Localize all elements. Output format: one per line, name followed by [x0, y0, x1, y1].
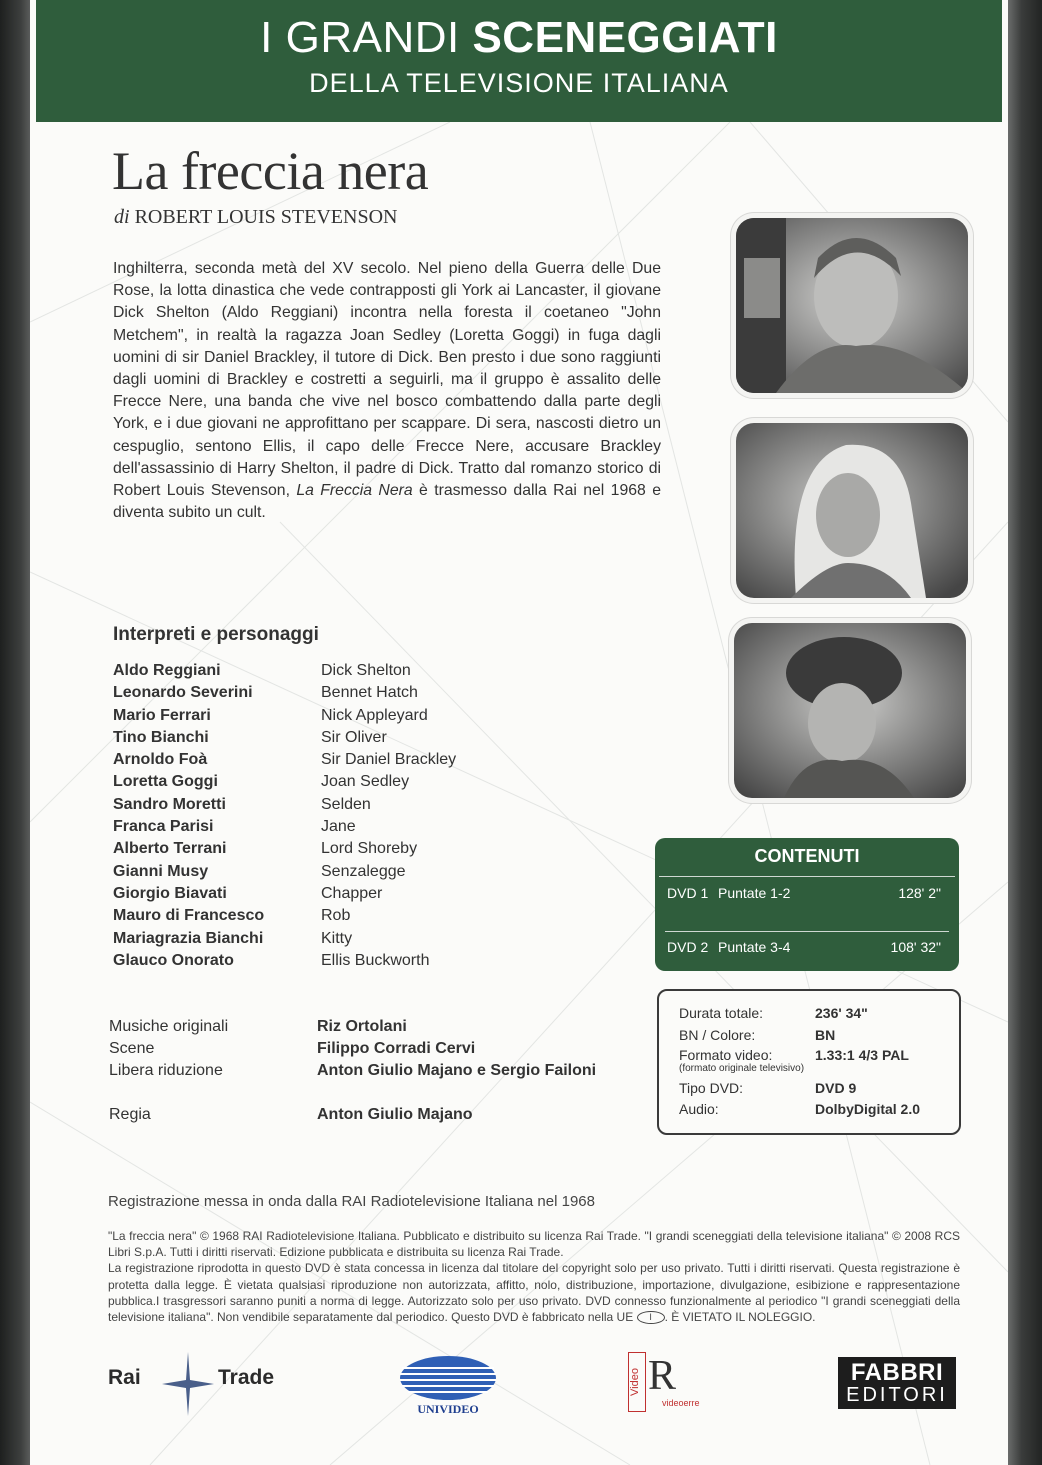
- credit-value: Riz Ortolani: [317, 1018, 407, 1035]
- dvd-disc: DVD 2: [667, 939, 709, 955]
- cast-role: Sir Daniel Brackley: [321, 751, 457, 769]
- cast-role: Dick Shelton: [321, 662, 411, 679]
- cast-heading: Interpreti e personaggi: [113, 624, 319, 645]
- legal-text: [108, 1228, 960, 1325]
- cast-actor: Leonardo Severini: [113, 684, 253, 702]
- dvd-duration: 128' 2": [898, 885, 941, 901]
- series-title-bold: SCENEGGIATI: [472, 13, 778, 62]
- byline-author: ROBERT LOUIS STEVENSON: [134, 206, 398, 228]
- cast-role: Lord Shoreby: [321, 840, 418, 858]
- cast-actor: Aldo Reggiani: [113, 662, 221, 679]
- dvd-disc: DVD 1: [667, 885, 709, 901]
- dvd-episodes: Puntate 3-4: [718, 939, 791, 955]
- credit-label: Libera riduzione: [109, 1062, 223, 1079]
- cast-role: Kitty: [321, 929, 353, 947]
- spec-value: 236' 34": [815, 1005, 868, 1021]
- dvd-duration: 108' 32": [890, 939, 941, 955]
- cast-role: Sir Oliver: [321, 728, 387, 746]
- videoerre-logo: [628, 1352, 708, 1414]
- cast-actor: Gianni Musy: [113, 862, 209, 880]
- cast-actor: Tino Bianchi: [113, 728, 209, 746]
- cast-actor: Arnoldo Foà: [113, 751, 208, 769]
- cast-role: Ellis Buckworth: [321, 951, 430, 969]
- rai-trade-logo: [108, 1350, 288, 1420]
- cast-actor: Alberto Terrani: [113, 840, 227, 858]
- videoerre-wordmark: videoerre: [662, 1398, 700, 1408]
- technical-specs-box: [657, 989, 961, 1135]
- trade-wordmark: Trade: [218, 1366, 275, 1389]
- copyright-paragraph: "La freccia nera" © 1968 RAI Radiotelevisione Italiana. Pubblicato e distribuito su licenza Rai Trade. "I grandi sceneggiati della televisione italiana" © 2008 RCS Libri S.p.A. Tutti i diritti riservati. Edizione pubblicata e distribuita su licenza Rai Trade.: [108, 1229, 960, 1260]
- cast-role: Nick Appleyard: [321, 706, 428, 724]
- case-right-edge: [1008, 0, 1042, 1465]
- scene-still-1: [736, 218, 968, 393]
- spec-label: [679, 1047, 805, 1074]
- rai-wordmark: Rai: [108, 1366, 141, 1389]
- synopsis-text-2: è trasmesso dalla Rai nel 1968 e diventa subito un cult.: [113, 482, 661, 522]
- series-title: [36, 12, 1002, 64]
- cast-actor: Mario Ferrari: [113, 706, 211, 724]
- editori-wordmark: EDITORI: [846, 1384, 948, 1406]
- spec-note: (formato originale televisivo): [679, 1063, 805, 1074]
- dvd-episodes: Puntate 1-2: [718, 885, 791, 901]
- license-text-1: La registrazione riprodotta in questo DVD è stata concessa in licenza dal titolare del copyright solo per uso privato. Tutti i diritti riservati. Questa registrazione è protetta dalla legge. È vietata qualsiasi riproduzione non autorizzata, affitto, nolo, distribuzione, importazione, divulgazione, esibizione e rappresentazione pubblica.I trasgressori saranno puniti a norma di legge. Autorizzato solo per uso privato. DVD connesso funzionalmente al periodico "I grandi sceneggiati della televisione italiana". Non vendibile separatamente dal periodico. Questo DVD è fabbricato nella UE: [108, 1261, 960, 1325]
- scene-still-2: [736, 423, 968, 598]
- cast-role: Jane: [321, 818, 356, 836]
- cast-actor: Giorgio Biavati: [113, 884, 227, 902]
- cast-actor: Mariagrazia Bianchi: [113, 929, 264, 947]
- cast-actor: Glauco Onorato: [113, 951, 234, 969]
- cast-actor: Loretta Goggi: [113, 773, 218, 791]
- ue-mark-icon: I: [637, 1311, 665, 1324]
- spec-value: BN: [815, 1027, 836, 1043]
- rai-star-icon: [160, 1350, 216, 1418]
- contents-box: [655, 838, 959, 971]
- cast-actor: Sandro Moretti: [113, 795, 226, 813]
- videoerre-mark: R: [648, 1353, 677, 1399]
- credit-value: Anton Giulio Majano e Sergio Failoni: [317, 1062, 597, 1079]
- license-text-2: . È VIETATO IL NOLEGGIO.: [664, 1310, 816, 1325]
- fabbri-wordmark: FABBRI: [850, 1359, 944, 1386]
- registration-note: Registrazione messa in onda dalla RAI Radiotelevisione Italiana nel 1968: [108, 1193, 595, 1210]
- credit-label: Scene: [109, 1040, 155, 1057]
- series-title-thin: I GRANDI: [260, 13, 460, 62]
- cast-role: Joan Sedley: [321, 773, 410, 791]
- synopsis-text-1: Inghilterra, seconda metà del XV secolo. Nel pieno della Guerra delle Due Rose, la lotta dinastica che vede contrapposti gli York ai Lancaster, il giovane Dick Shelton (Aldo Reggiani) incontra nella foresta il coetaneo "John Metchem", in realtà la ragazza Joan Sedley (Loretta Goggi) in fuga dagli uomini di sir Daniel Brackley, il tutore di Dick. Ben presto i due sono raggiunti dagli uomini di Brackley e costretti a seguirli, ma il gruppo è assalito delle Frecce Nere, una banda che vive nel bosco combattendo dalla parte degli York, e i due giovani ne approfittano per scappare. Di sera, nascosti dietro un cespuglio, sentono Ellis, il capo delle Frecce Nere, accusare Brackley dell'assassinio di Harry Shelton, il padre di Dick. Tratto dal romanzo storico di Robert Louis Stevenson,: [113, 260, 661, 500]
- case-left-edge: [0, 0, 30, 1465]
- univideo-wordmark: UNIVIDEO: [417, 1402, 479, 1416]
- synopsis-italic-title: La Freccia Nera: [296, 482, 413, 500]
- scene-still-3: [734, 623, 966, 798]
- license-paragraph: [108, 1260, 960, 1325]
- univideo-globe-icon: [398, 1354, 498, 1400]
- credit-label: Regia: [109, 1106, 151, 1123]
- credit-value: Filippo Corradi Cervi: [317, 1040, 476, 1057]
- spec-value: DVD 9: [815, 1080, 857, 1096]
- spec-label: BN / Colore:: [679, 1027, 756, 1043]
- series-header: [36, 0, 1002, 122]
- cast-actor: Franca Parisi: [113, 818, 214, 836]
- cast-role: Rob: [321, 907, 351, 925]
- credit-label: Musiche originali: [109, 1018, 229, 1035]
- videoerre-vertical-text: Video: [628, 1352, 646, 1412]
- contents-title: CONTENUTI: [754, 846, 860, 866]
- synopsis: [113, 258, 661, 524]
- spec-label: Tipo DVD:: [679, 1080, 744, 1096]
- spec-value: DolbyDigital 2.0: [815, 1101, 921, 1117]
- page-title: La freccia nera: [112, 141, 429, 201]
- spec-label: Audio:: [679, 1101, 719, 1117]
- divider: [665, 931, 949, 932]
- cast-actor: Mauro di Francesco: [113, 907, 265, 925]
- byline-di: di: [114, 206, 130, 228]
- contents-list: [659, 876, 955, 961]
- spec-label-text: Formato video:: [679, 1047, 773, 1063]
- cast-role: Senzalegge: [321, 862, 406, 880]
- cast-role: Chapper: [321, 884, 383, 902]
- spec-value: 1.33:1 4/3 PAL: [815, 1047, 909, 1063]
- univideo-logo: [398, 1354, 498, 1416]
- cast-role: Bennet Hatch: [321, 684, 418, 702]
- fabbri-editori-logo: [838, 1357, 956, 1409]
- spec-label: Durata totale:: [679, 1005, 764, 1021]
- credit-value: Anton Giulio Majano: [317, 1106, 473, 1123]
- byline: [114, 206, 397, 229]
- cast-role: Selden: [321, 795, 371, 813]
- series-subtitle: DELLA TELEVISIONE ITALIANA: [309, 68, 729, 98]
